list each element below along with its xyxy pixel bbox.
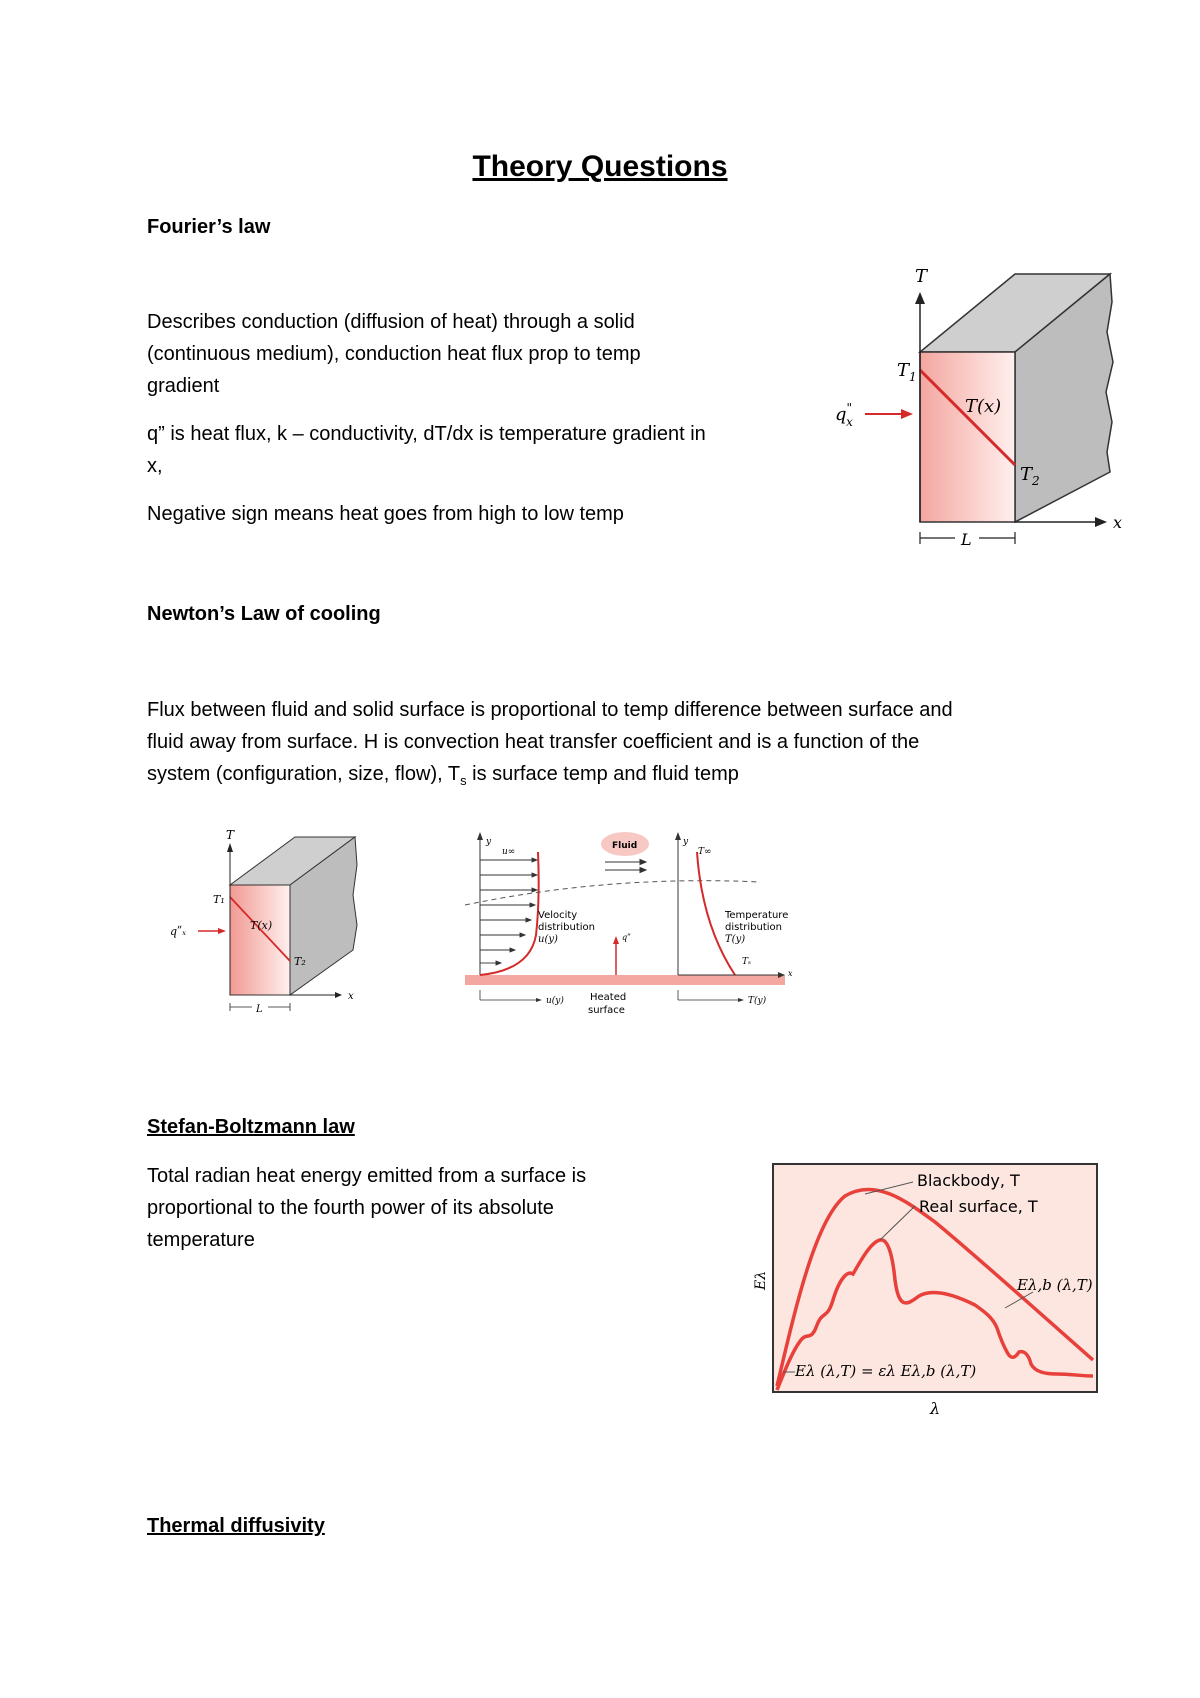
svg-text:u(y): u(y) (538, 934, 558, 945)
chart-ylabel: Eλ (753, 1270, 769, 1290)
svg-text:y: y (486, 837, 492, 847)
svg-text:qʺₓ: qʺₓ (170, 925, 187, 938)
slab-front-face (920, 352, 1015, 522)
heated-surface (465, 975, 785, 985)
svg-text:T(y): T(y) (748, 996, 767, 1006)
stefan-line-2: proportional to the fourth power of its absolute (147, 1197, 554, 1219)
boundary-layer-figure (460, 830, 800, 1030)
fourier-line-6: Negative sign means heat goes from high to low temp (147, 503, 624, 525)
svg-text:T₁: T₁ (213, 893, 225, 906)
fourier-line-4: q” is heat flux, k – conductivity, dT/dx is temperature gradient in (147, 423, 706, 445)
svg-text:x: x (788, 969, 793, 978)
chart-xlabel: λ (930, 1399, 941, 1418)
spectral-emission-chart (735, 1160, 1105, 1420)
velocity-profile-curve (480, 852, 539, 975)
fourier-line-1: Describes conduction (diffusion of heat) through a solid (147, 311, 635, 333)
t1-label: $T_1$ (897, 360, 917, 384)
fourier-line-5: x, (147, 455, 163, 477)
thermal-heading: Thermal diffusivity (147, 1515, 325, 1537)
stefan-line-3: temperature (147, 1229, 255, 1251)
svg-text:distribution: distribution (538, 922, 595, 933)
svg-text:T∞: T∞ (698, 847, 712, 857)
t2-label: $T_2$ (1020, 464, 1040, 488)
svg-text:L: L (256, 1004, 263, 1015)
svg-text:surface: surface (588, 1005, 625, 1016)
x-axis-label: x (1113, 513, 1123, 532)
page-title: Theory Questions (472, 150, 728, 183)
svg-text:qʺ: qʺ (622, 933, 631, 942)
fourier-line-2: (continuous medium), conduction heat flux prop to temp (147, 343, 641, 365)
svg-text:T: T (226, 828, 235, 842)
svg-text:Heated: Heated (590, 992, 627, 1003)
length-label: L (961, 530, 972, 549)
t-axis-label: T (915, 266, 928, 287)
svg-text:u(y): u(y) (546, 996, 564, 1006)
newton-line-3: system (configuration, size, flow), $T_s$ is surface temp and fluid temp (147, 763, 739, 788)
newton-line-1: Flux between fluid and solid surface is proportional to temp difference between surface and (147, 699, 953, 721)
fourier-slab-figure (815, 262, 1135, 552)
velocity-arrows (480, 858, 537, 965)
svg-text:u∞: u∞ (502, 847, 516, 857)
svg-text:y: y (683, 837, 689, 847)
svg-text:Fluid: Fluid (612, 841, 638, 851)
svg-text:Tₛ: Tₛ (742, 957, 752, 967)
svg-text:Temperature: Temperature (725, 910, 789, 921)
tx-label: T(x) (965, 396, 1002, 417)
svg-text:T₂: T₂ (294, 955, 306, 968)
svg-text:Velocity: Velocity (538, 910, 578, 921)
legend-blackbody: Blackbody, T (917, 1171, 1020, 1190)
label-ebb: Eλ,b (λ,T) (1017, 1276, 1093, 1294)
q-flux-label: q" x (835, 401, 853, 429)
svg-text:T(y): T(y) (725, 934, 746, 945)
svg-text:T(x): T(x) (250, 919, 273, 932)
fourier-line-3: gradient (147, 375, 220, 397)
newton-line-2: fluid away from surface. H is convection heat transfer coefficient and is a function of the (147, 731, 920, 753)
newton-slab-figure (160, 825, 380, 1015)
svg-text:x: x (348, 991, 354, 1002)
label-equation: Eλ (λ,T) = ελ Eλ,b (λ,T) (795, 1362, 977, 1380)
stefan-line-1: Total radian heat energy emitted from a surface is (147, 1165, 587, 1187)
stefan-heading: Stefan-Boltzmann law (147, 1116, 355, 1138)
newton-heading: Newton’s Law of cooling (147, 603, 381, 625)
legend-real-surface: Real surface, T (919, 1197, 1038, 1216)
fourier-heading: Fourier’s law (147, 216, 271, 238)
svg-text:distribution: distribution (725, 922, 782, 933)
